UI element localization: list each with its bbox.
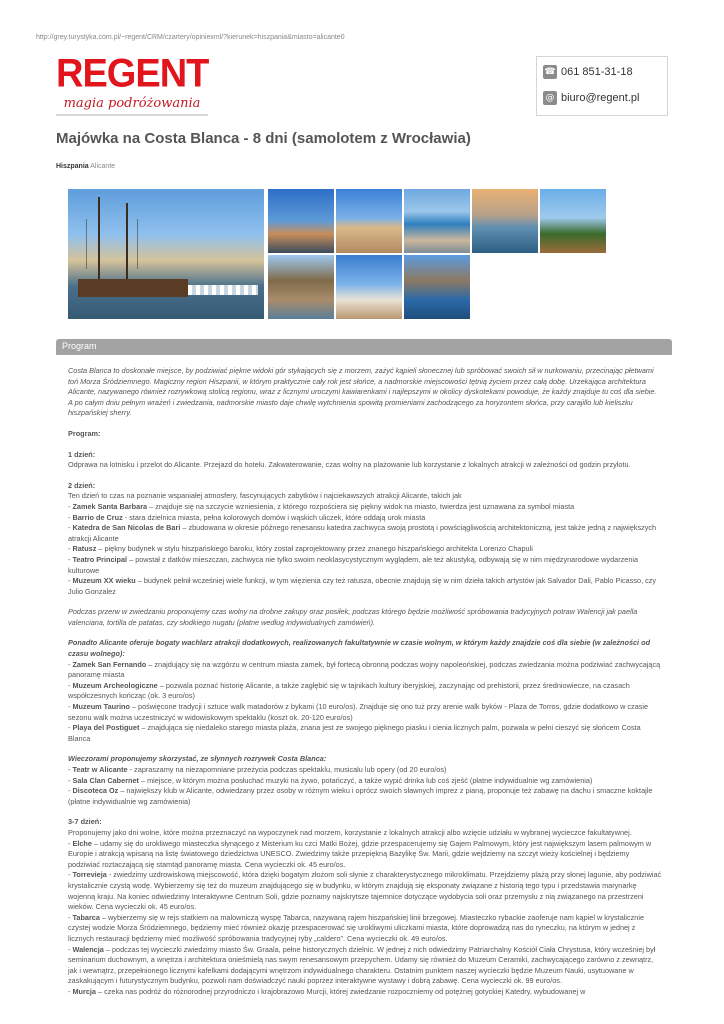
breadcrumb bbox=[56, 163, 115, 170]
list-item: - Zamek Santa Barbara – znajduje się na szczycie wzniesienia, z którego rozpościera się piękny widok na miasto, twierdza jest uznawana za symbol miasta bbox=[68, 501, 575, 511]
page-title: Majówka na Costa Blanca - 8 dni (samolotem z Wrocławia) bbox=[56, 130, 471, 147]
list-item: - Walencja – podczas tej wycieczki zwiedzimy miasto Św. Graala, pełne historycznych dzielnic. W jednej z nich odwiedzimy Patriarchalny Kościół Ciała Chrystusa, który wcześniej był seminarium duchownym, a wnętrza i architektura onieśmielą nas swym renesansowym przepychem. Udamy się również do Muzeum Ceramiki, zachwycającego zarówno z zewnątrz, jak i wewnątrz, przepełnionego licznymi kafelkami dodającymi wnętrzom indywidualnego charakteru. Ostatnim punktem naszej wycieczki będzie Muzeum Nauki, usytuowane w zaskakującym i futurystycznym budynku, pozwoli nam doświadczyć nauki poprzez interaktywne wystawy i dobrą zabawę. Cena wycieczki ok. 99 euro/os. bbox=[68, 944, 656, 986]
day1-title: 1 dzień: bbox=[68, 449, 96, 459]
regent-logo[interactable] bbox=[56, 51, 209, 118]
list-item: - Muzeum Taurino – poświęcone tradycji i sztuce walk matadorów z bykami (10 euro/os). Znajduje się ono tuż przy arenie walk byków - Plaza de Torros, gdzie dodatkowo w czasie sezonu walk można uczestniczyć w widowiskowym spektaklu (koszt ok. 20-120 euro/os) bbox=[68, 702, 649, 722]
days37-lead: Proponujemy jako dni wolne, które można przeznaczyć na wypoczynek nad morzem, korzystanie z lokalnych atrakcji albo wzięcie udziału w wybranej wycieczce fakultatywnej. bbox=[68, 827, 632, 837]
list-item: - Zamek San Fernando – znajdujący się na wzgórzu w centrum miasta zamek, był fortecą obronną podczas wojny napoleońskiej, podczas zwiedzania można podziwiać zachwycającą panoramę miasta bbox=[68, 659, 661, 680]
photo-thumb-8[interactable] bbox=[404, 255, 470, 319]
at-icon: @ bbox=[543, 91, 557, 105]
contact-box bbox=[536, 56, 668, 116]
list-item: - Katedra de San Nicolas de Bari – zbudowana w okresie późnego renesansu katedra zachwyca swoją prostotą i powściągliwością architektoniczną, jest także jedną z największych atrakcji Alicante bbox=[68, 523, 657, 543]
break-note: Podczas przerw w zwiedzaniu proponujemy czas wolny na drobne zakupy oraz posiłek, podczas którego będzie możliwość spróbowania tradycyjnych potraw Walencji jak paella valenciana, tortilla de patatas, czy słodkiego nugatu (płatne według indywidualnych zamówień). bbox=[68, 607, 638, 627]
optional-intro: Ponadto Alicante oferuje bogaty wachlarz atrakcji dodatkowych, realizowanych fakultatywnie w czasie wolnym, w którym każdy znajdzie coś dla siebie (w zależności od czasu wolnego): bbox=[68, 638, 651, 659]
days37-title: 3-7 dzień: bbox=[68, 817, 102, 827]
evening-intro: Wieczorami proponujemy skorzystać, ze słynnych rozrywek Costa Blanca: bbox=[68, 754, 327, 764]
list-item: - Elche – udamy się do urokliwego miasteczka słynącego z Misterium ku czci Matki Bożej, gdzie przespacerujemy się Gajem Palmowym, który jest największym lasem palmowym w Europie i atrakcją wpisaną na listę światowego dziedzictwa UNESCO. Zwiedzimy także przepiękną Bazylikę Św. Marii, gdzie wejdziemy na szczyt wieży kościelnej i będziemy podziwiać roztaczającą się stamtąd panoramę miasta. Cena wycieczki ok. 45 euro/os. bbox=[68, 838, 652, 869]
phone-icon: ☎ bbox=[544, 67, 556, 77]
email-address: biuro@regent.pl bbox=[561, 92, 640, 104]
page-url: http://grey.turystyka.com.pl/~regent/CRM/czartery/opiniexml/?kierunek=hiszpania&miasto=alicante0 bbox=[36, 34, 345, 41]
list-item: - Barrio de Cruz - stara dzielnica miasta, pełna kolorowych domów i wąskich uliczek, które oddają urok miasta bbox=[68, 512, 426, 522]
list-item: - Ratusz – piękny budynek w stylu hiszpańskiego baroku, który został zaprojektowany przez znanego hiszpańskiego architekta Lorenzo Chapuli bbox=[68, 544, 533, 554]
list-item: - Teatr w Alicante - zapraszamy na niezapomniane przeżycia podczas spektaklu, musicalu lub opery (od 20 euro/os) bbox=[68, 765, 447, 774]
contact-phone[interactable] bbox=[543, 63, 633, 81]
list-item: - Playa del Postiguet – znajdująca się niedaleko starego miasta plaża, znana jest ze swojego pięknego piasku i cienia licznych palm, pozwala w pełni cieszyć się słońcem Costa Blanca bbox=[68, 723, 641, 743]
list-item: - Sala Clan Cabernet – miejsce, w którym można posłuchać muzyki na żywo, potańczyć, a także wypić drinka lub coś zjeść (płatne indywidualnie wg zamówienia) bbox=[68, 775, 593, 785]
program-content bbox=[68, 366, 662, 997]
breadcrumb-city[interactable]: Alicante bbox=[90, 163, 116, 170]
photo-thumb-2[interactable] bbox=[336, 189, 402, 253]
day2-lead: Ten dzień to czas na poznanie wspaniałej atmosfery, fascynujących zabytków i najciekawszych atrakcji Alicante, takich jak bbox=[68, 491, 462, 501]
program-section-header bbox=[56, 339, 672, 355]
program-intro: Costa Blanca to doskonałe miejsce, by podziwiać piękne widoki gór stykających się z morzem, zażyć kąpieli słonecznej lub spróbować swoich sił w nurkowaniu, przecinając płetwami toń Morza Śródziemnego. Magiczny region Hiszpanii, w którym praktycznie cały rok jest słońce, a nadmorskie miejscowości tętnią życiem przez całą dobę. Urzekająca architektura Alicante, nazywanego również rozrywkową stolicą regionu, wraz z licznymi uroczymi kawiarenkami i najlepszymi w okolicy dyskotekami powoduje, że każdy znajduje tu coś dla siebie. A po całym dniu pełnym wrażeń i zwiedzania, nadmorskie miasto daje chwilę wytchnienia spowitą promieniami zachodzącego za horyzontem słońca, przy carajillo lub kieliszku hiszpańskiej sherry. bbox=[68, 366, 657, 418]
section-label: Program bbox=[62, 341, 97, 351]
day1-text: Odprawa na lotnisku i przelot do Alicante. Przejazd do hotelu. Zakwaterowanie, czas wolny na plażowanie lub korzystanie z lokalnych atrakcji w zależności od godzin przylotu. bbox=[68, 460, 631, 470]
list-item: - Torrevieja - zwiedzimy uzdrowiskową miejscowość, która dzięki bogatym złożom soli słynie z charakterystycznego mikroklimatu. Przejdziemy plażą przy słonej lagunie, aby podziwiać krystalicznie czystą wodę. Wybierzemy się też do muzeum znajdującego się w budynku, w którym znajdują się eksponaty związane z historią tego typu i przedstawia marynarkę wojenną kraju. Na koniec odwiedzimy Interaktywne Centrum Soli, gdzie poznamy najskrytsze tajemnice dotyczące wydobycia soli oraz przemysłu z nią związanego na przestrzeni wieków. Cena wycieczki ok. 45 euro/os. bbox=[68, 870, 662, 912]
photo-thumb-1[interactable] bbox=[268, 189, 334, 253]
list-item: - Tabarca – wybierzemy się w rejs statkiem na malowniczą wyspę Tabarca, nazywaną rajem hiszpańskiej linii brzegowej. Miasteczko rybackie zaoferuje nam kąpiel w krystalicznie czystej wodzie Morza Śródziemnego, będziemy mieć również okazję przespacerować się urokliwymi uliczkami miasta, które doprowadzą nas do ryneczku, na którym w jednej z licznych restauracji będziemy mieć możliwość spróbowania tradycyjnej ryby „caldero”. Cena wycieczki ok. 49 euro/os. bbox=[68, 912, 645, 943]
list-item: - Discoteca Oz – największy klub w Alicante, odwiedzany przez osoby w różnym wieku i oprócz swoich sławnych imprez z pianą, proponuje też zabawę na dachu i smaczne koktajle (płatne indywidualnie wg zamówienia) bbox=[68, 786, 653, 806]
contact-email[interactable] bbox=[543, 89, 639, 107]
photo-thumb-5[interactable] bbox=[540, 189, 606, 253]
photo-thumb-6[interactable] bbox=[268, 255, 334, 319]
photo-thumb-7[interactable] bbox=[336, 255, 402, 319]
main-photo-harbor[interactable] bbox=[68, 189, 264, 319]
list-item: - Murcja – czeka nas podróż do różnorodnej przyrodniczo i krajobrazowo Murcji, której zwiedzanie rozpoczniemy od potężnej gotyckiej Katedry, wybudowanej w bbox=[68, 986, 586, 996]
breadcrumb-country[interactable]: Hiszpania bbox=[56, 163, 89, 170]
program-heading: Program: bbox=[68, 428, 101, 438]
list-item: - Teatro Principal – powstał z datków mieszczan, zachwyca nie tylko swoim neoklasycystycznym wyglądem, ale też akustyką, odbywają się w nim międzynarodowe wydarzenia kulturowe bbox=[68, 554, 639, 575]
list-item: - Muzeum Archeologiczne – pozwala poznać historię Alicante, a także zagłębić się w tajnikach kultury iberyjskiej, zaczynając od prehistorii, przez średniowiecze, na czasach współczesnych kończąc (ok. 3 euro/os) bbox=[68, 680, 630, 701]
day2-title: 2 dzień: bbox=[68, 480, 96, 490]
list-item: - Muzeum XX wieku – budynek pełnił wcześniej wiele funkcji, w tym więzienia czy też ratusza, obecnie znajdują się w nim dzieła takich artystów jak Salvador Dali, Pablo Picasso, czy Julio Gonzalez bbox=[68, 576, 657, 596]
photo-thumb-3[interactable] bbox=[404, 189, 470, 253]
logo-wordmark: REGENT bbox=[56, 51, 209, 97]
photo-thumb-4[interactable] bbox=[472, 189, 538, 253]
phone-number: 061 851-31-18 bbox=[561, 66, 633, 78]
logo-tagline: magia podróżowania bbox=[56, 94, 208, 116]
